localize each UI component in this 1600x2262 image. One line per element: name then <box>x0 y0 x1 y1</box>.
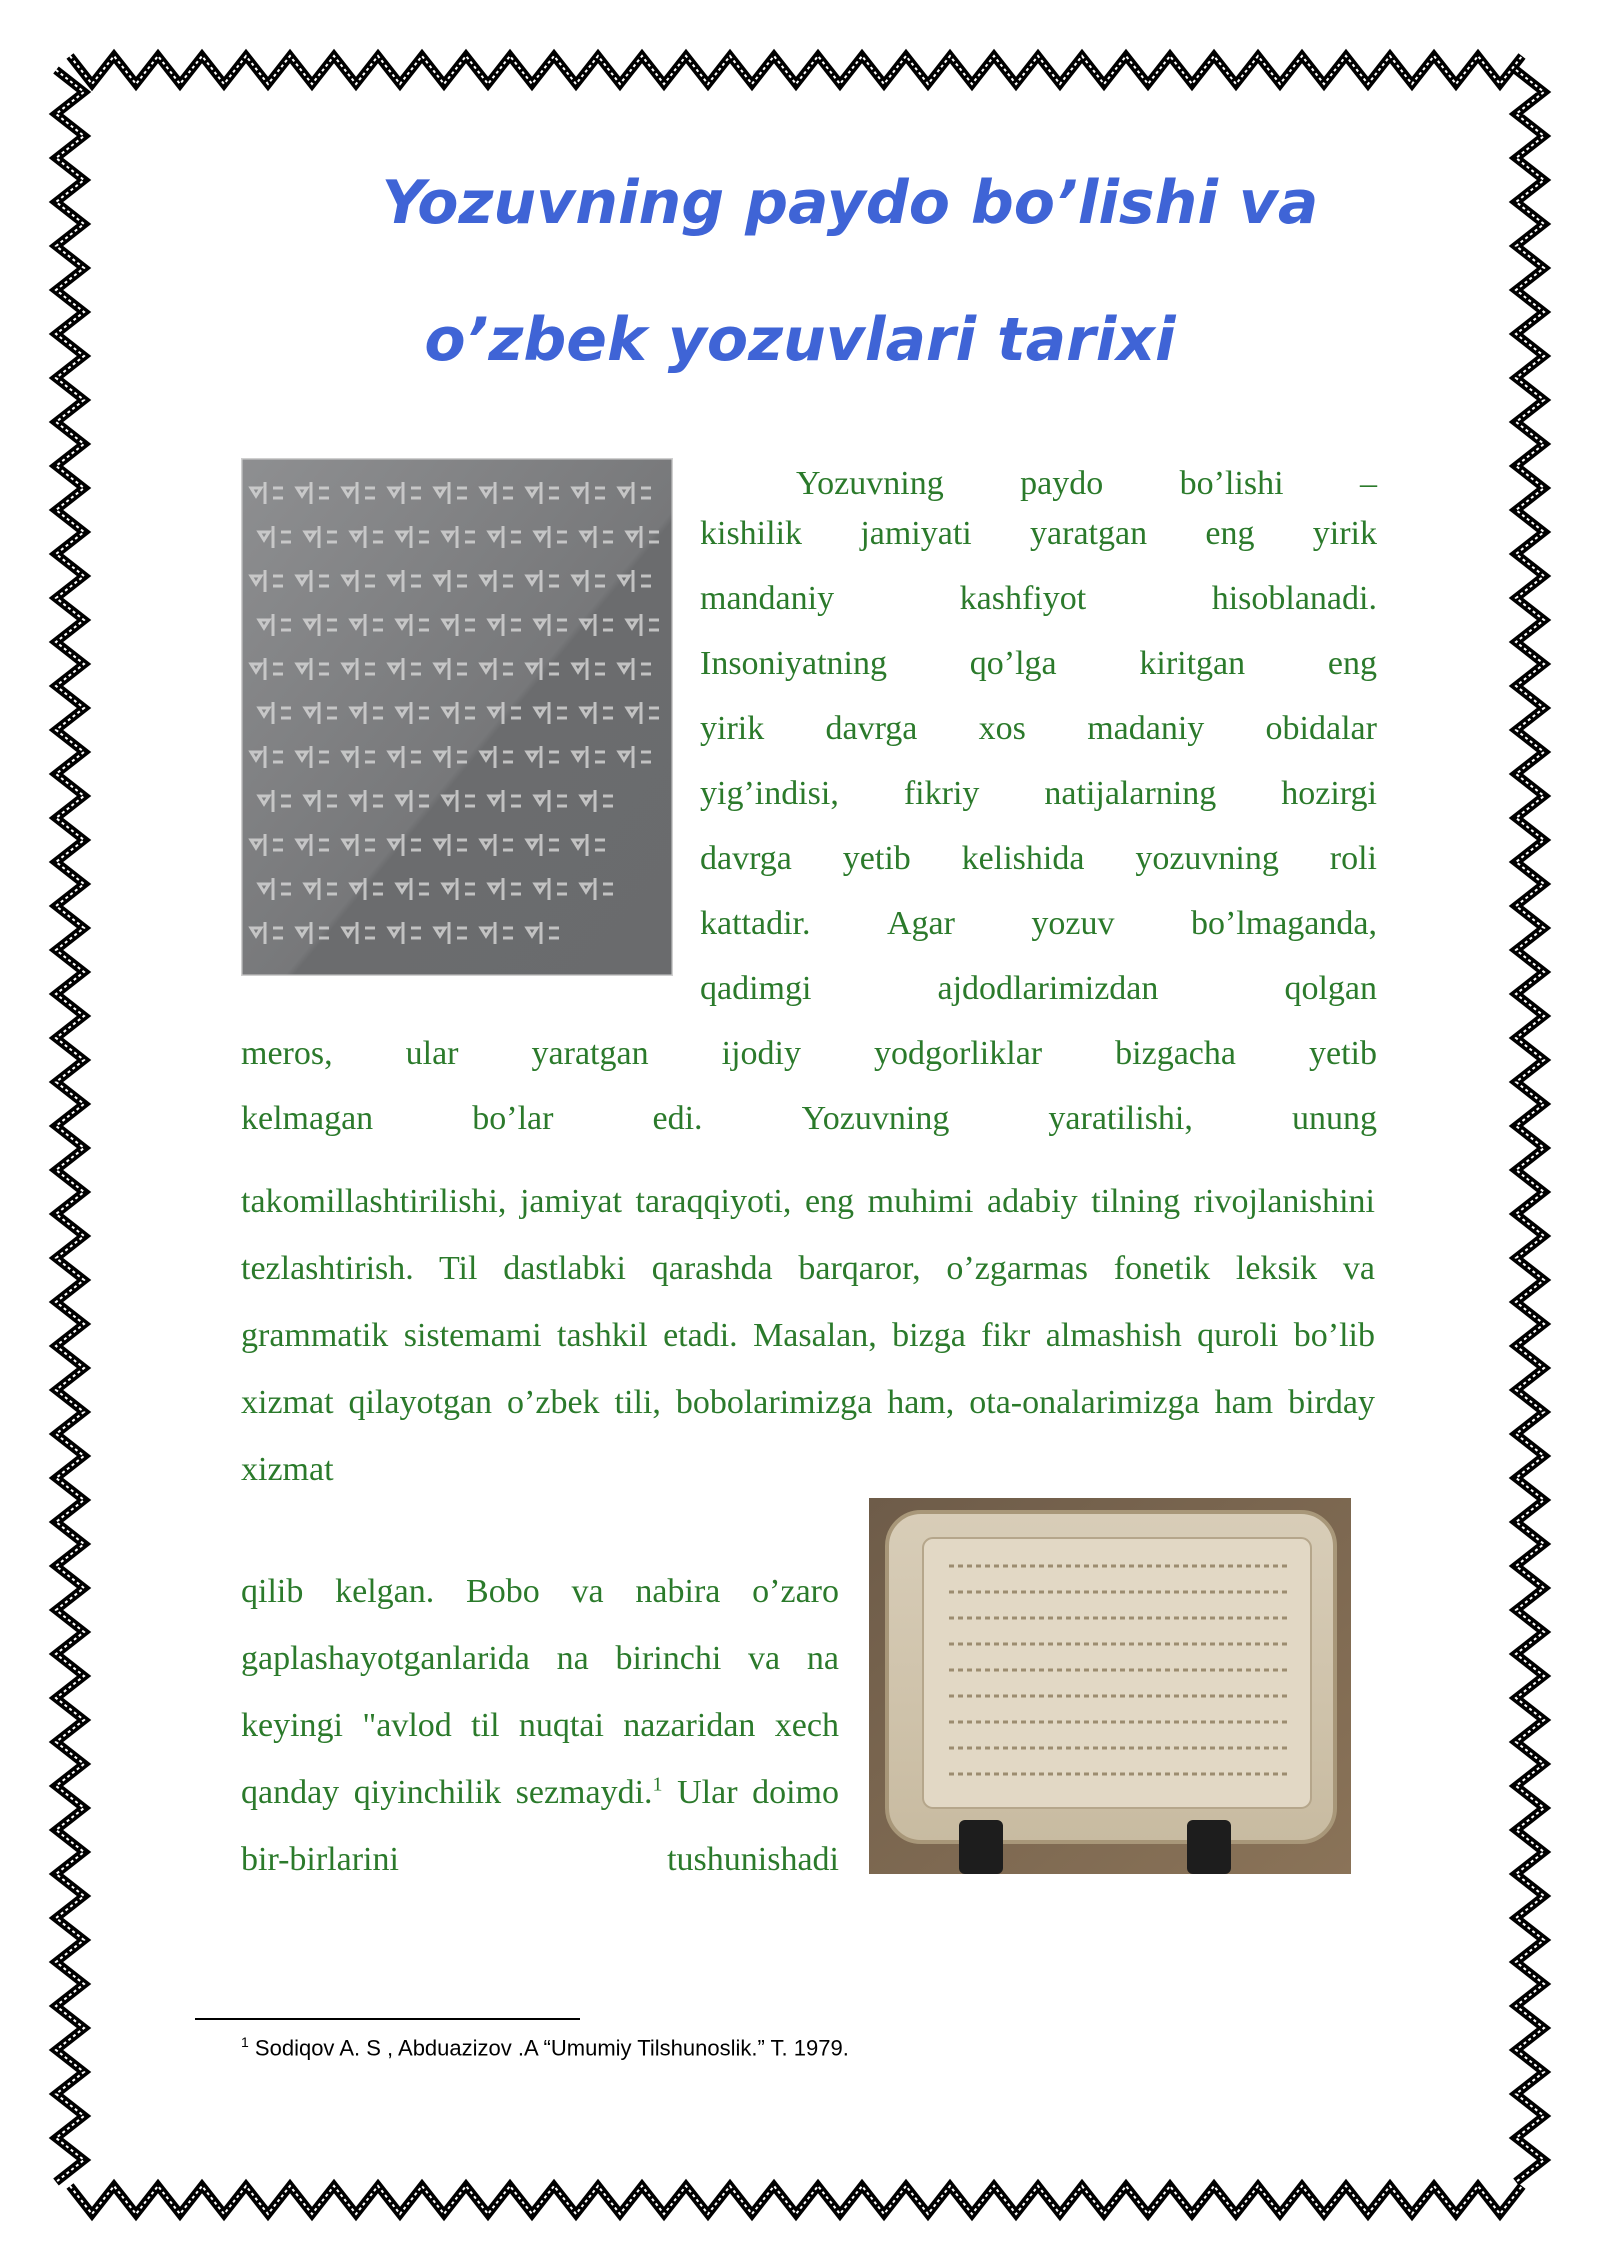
word: Agar <box>886 905 955 942</box>
word: qadimgi <box>700 970 812 1007</box>
word: bizgacha <box>1115 1035 1236 1072</box>
word: yetib <box>1309 1035 1377 1072</box>
word: qo’lga <box>969 645 1057 682</box>
word: bo’lishi <box>1179 465 1284 502</box>
text-line <box>700 905 1377 943</box>
word: yodgorliklar <box>874 1035 1043 1072</box>
word: eng <box>1327 645 1377 682</box>
word: kattadir. <box>700 905 811 942</box>
word: yaratilishi, <box>1048 1100 1193 1137</box>
word: davrga <box>700 840 792 877</box>
left-paragraph-end: Ular doimo bir-birlarini tushunishadi <box>241 1774 840 1878</box>
word: Yozuvning <box>801 1100 950 1137</box>
word: edi. <box>652 1100 703 1137</box>
cuneiform-tablet-image <box>241 458 673 976</box>
word: kashfiyot <box>959 580 1087 617</box>
word: davrga <box>825 710 918 747</box>
word: yetib <box>842 840 911 877</box>
word: yozuv <box>1031 905 1115 942</box>
word: qolgan <box>1284 970 1377 1007</box>
text-line <box>700 645 1377 683</box>
word: ular <box>405 1035 459 1072</box>
word: natijalarning <box>1044 775 1217 812</box>
word: kiritgan <box>1139 645 1246 682</box>
footnote-separator <box>195 2018 580 2020</box>
word: yirik <box>1312 515 1377 552</box>
word: roli <box>1329 840 1377 877</box>
word: Yozuvning <box>796 465 944 502</box>
word: yaratgan <box>531 1035 649 1072</box>
word: yig’indisi, <box>700 775 839 812</box>
text-line <box>700 970 1377 1008</box>
text-line <box>700 580 1377 618</box>
footnote <box>241 2034 849 2061</box>
word: bo’lmaganda, <box>1190 905 1377 942</box>
word: ijodiy <box>721 1035 801 1072</box>
word: kelishida <box>961 840 1085 877</box>
text-line <box>241 1100 1377 1138</box>
word: hozirgi <box>1281 775 1377 812</box>
word: hisoblanadi. <box>1211 580 1377 617</box>
footnote-reference: 1 <box>652 1773 663 1796</box>
word: paydo <box>1020 465 1104 502</box>
word: Insoniyatning <box>700 645 887 682</box>
word: yirik <box>700 710 765 747</box>
word: fikriy <box>903 775 980 812</box>
word: eng <box>1205 515 1255 552</box>
word: kishilik <box>700 515 803 552</box>
word: ajdodlarimizdan <box>937 970 1159 1007</box>
word: unung <box>1291 1100 1377 1137</box>
word: – <box>1360 465 1377 502</box>
word: madaniy <box>1087 710 1205 747</box>
word: meros, <box>241 1035 333 1072</box>
main-paragraph: takomillashtirilishi, jamiyat taraqqiyoti, eng muhimi adabiy tilning rivojlanishini tezlashtirish. Til dastlabki qarashda barqaror, o’zgarmas fonetik leksik va grammatik sistemami tashkil etadi. Masalan, bizga fikr almashish quroli bo’lib xizmat qilayotgan o’zbek tili, bobolarimizga ham, ota-onalarimizga ham birday xizmat <box>241 1183 1375 1488</box>
word: yozuvning <box>1135 840 1279 877</box>
left-column-paragraph <box>241 1558 839 1893</box>
page-title-line-1: Yozuvning paydo bo’lishi va <box>381 168 1319 238</box>
word: bo’lar <box>472 1100 554 1137</box>
word: mandaniy <box>700 580 835 617</box>
word: xos <box>978 710 1026 747</box>
footnote-text: Sodiqov A. S , Abduazizov .A “Umumiy Tilshunoslik.” T. 1979. <box>254 2035 849 2061</box>
text-line <box>796 465 1377 503</box>
word: jamiyati <box>860 515 972 552</box>
footnote-number: 1 <box>241 2034 249 2050</box>
left-paragraph-text: qilib kelgan. Bobo va nabira o’zaro gaplashayotganlarida na birinchi va na keyingi "avlod til nuqtai nazaridan xech qanday qiyinchilik sezmaydi. <box>241 1573 839 1811</box>
page-title-line-2: o’zbek yozuvlari tarixi <box>424 305 1176 375</box>
text-line <box>700 840 1377 878</box>
text-line <box>700 515 1377 553</box>
word: kelmagan <box>241 1100 374 1137</box>
word: yaratgan <box>1030 515 1148 552</box>
text-line <box>700 775 1377 813</box>
text-line <box>700 710 1377 748</box>
text-line <box>241 1035 1377 1073</box>
word: obidalar <box>1265 710 1377 747</box>
stone-tablet-image <box>869 1498 1351 1874</box>
